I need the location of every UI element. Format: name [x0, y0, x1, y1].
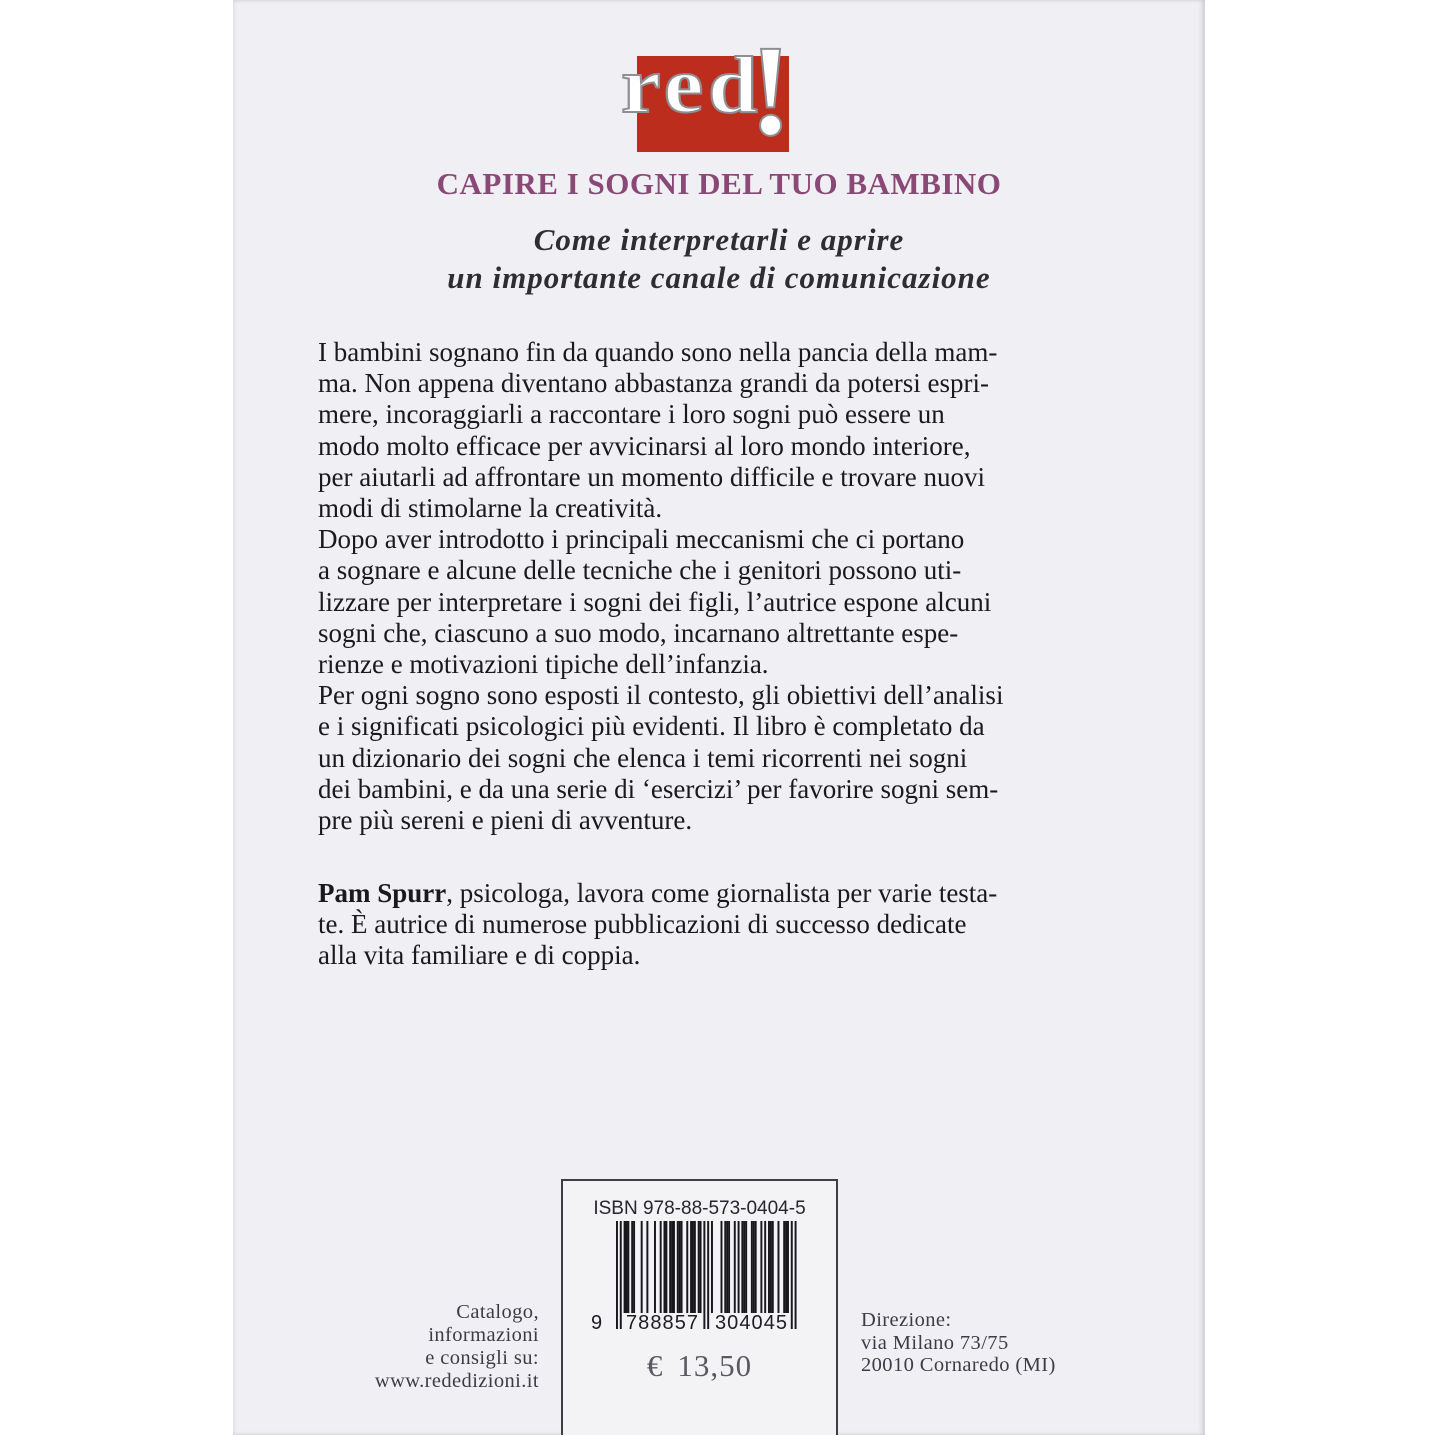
author-bio-line: alla vita familiare e di coppia. [318, 940, 641, 971]
author-name: Pam Spurr [318, 878, 447, 908]
body-line: pre più sereni e pieni di avventure. [318, 805, 693, 836]
body-line: modi di stimolarne la creatività. [318, 493, 663, 524]
logo-exclamation-icon: ! [749, 19, 793, 163]
euro-sign: € [646, 1348, 664, 1383]
barcode-digit: 8 [650, 1312, 662, 1334]
price-amount: 13,50 [677, 1348, 753, 1383]
barcode-digit: 7 [686, 1312, 698, 1334]
body-line: dei bambini, e da una serie di ‘esercizi’ per favorire sogni sem- [318, 773, 999, 804]
body-line: modo molto efficace per avvicinarsi al loro mondo interiore, [318, 430, 971, 461]
book-subtitle [233, 221, 1205, 297]
barcode-digit: 7 [626, 1312, 638, 1334]
publisher-website: www.rededizioni.it [374, 1370, 539, 1392]
book-back-cover [233, 0, 1205, 1435]
barcode-digit-group [626, 1312, 698, 1335]
subtitle-line: un importante canale di comunicazione [447, 260, 991, 295]
logo-text: red [621, 42, 763, 130]
isbn-price-box [561, 1179, 838, 1435]
price [563, 1348, 836, 1384]
body-line: Per ogni sogno sono esposti il contesto, gli obiettivi dell’analisi [318, 680, 1004, 711]
barcode-digit: 8 [638, 1312, 650, 1334]
body-line: per aiutarli ad affrontare un momento difficile e trovare nuovi [318, 461, 985, 492]
body-line: mere, incoraggiarli a raccontare i loro sogni può essere un [318, 399, 945, 430]
paragraph [318, 680, 1118, 836]
body-line: un dizionario dei sogni che elenca i temi ricorrenti nei sogni [318, 742, 968, 773]
author-bio-text: , psicologa, lavora come giornalista per varie testa- [446, 878, 998, 908]
subtitle-line: Come interpretarli e aprire [533, 222, 905, 257]
body-line: sogni che, ciascuno a suo modo, incarnano altrettante espe- [318, 617, 959, 648]
barcode-digit: 4 [763, 1312, 775, 1334]
body-line: Dopo aver introdotto i principali meccanismi che ci portano [318, 524, 965, 555]
body-line: lizzare per interpretare i sogni dei figli, l’autrice espone alcuni [318, 586, 992, 617]
body-line: rienze e motivazioni tipiche dell’infanzia. [318, 649, 769, 680]
address-line: 20010 Cornaredo (MI) [861, 1354, 1056, 1376]
barcode-digit: 0 [751, 1312, 763, 1334]
catalog-info-line: e consigli su: [425, 1347, 539, 1369]
body-line: a sognare e alcune delle tecniche che i genitori possono uti- [318, 555, 962, 586]
body-line: I bambini sognano fin da quando sono nella pancia della mam- [318, 337, 998, 367]
author-bio-line [318, 878, 1118, 909]
barcode-digit: 0 [727, 1312, 739, 1334]
author-bio-line: te. È autrice di numerose pubblicazioni di successo dedicate [318, 909, 967, 940]
body-line: ma. Non appena diventano abbastanza grandi da potersi espri- [318, 368, 990, 399]
barcode-digit: 3 [715, 1312, 727, 1334]
book-title: CAPIRE I SOGNI DEL TUO BAMBINO [436, 166, 1002, 201]
barcode-digit-group [715, 1312, 787, 1335]
publisher-address [861, 1309, 1056, 1377]
isbn-number: ISBN 978-88-573-0404-5 [593, 1198, 806, 1219]
barcode-digit: 4 [739, 1312, 751, 1334]
address-line: via Milano 73/75 [861, 1331, 1009, 1354]
catalog-info [343, 1301, 539, 1393]
barcode-digit: 5 [674, 1312, 686, 1334]
barcode-digit-first: 9 [591, 1312, 603, 1334]
barcode-digit: 5 [775, 1312, 787, 1334]
author-bio [318, 878, 1118, 972]
back-cover-blurb [318, 337, 1118, 836]
catalog-info-line: Catalogo, informazioni [428, 1301, 539, 1346]
body-line: e i significati psicologici più evidenti. Il libro è completato da [318, 711, 985, 742]
paragraph [318, 337, 1118, 524]
barcode-digit: 8 [662, 1312, 674, 1334]
paragraph [318, 524, 1118, 680]
address-line: Direzione: [861, 1309, 952, 1331]
